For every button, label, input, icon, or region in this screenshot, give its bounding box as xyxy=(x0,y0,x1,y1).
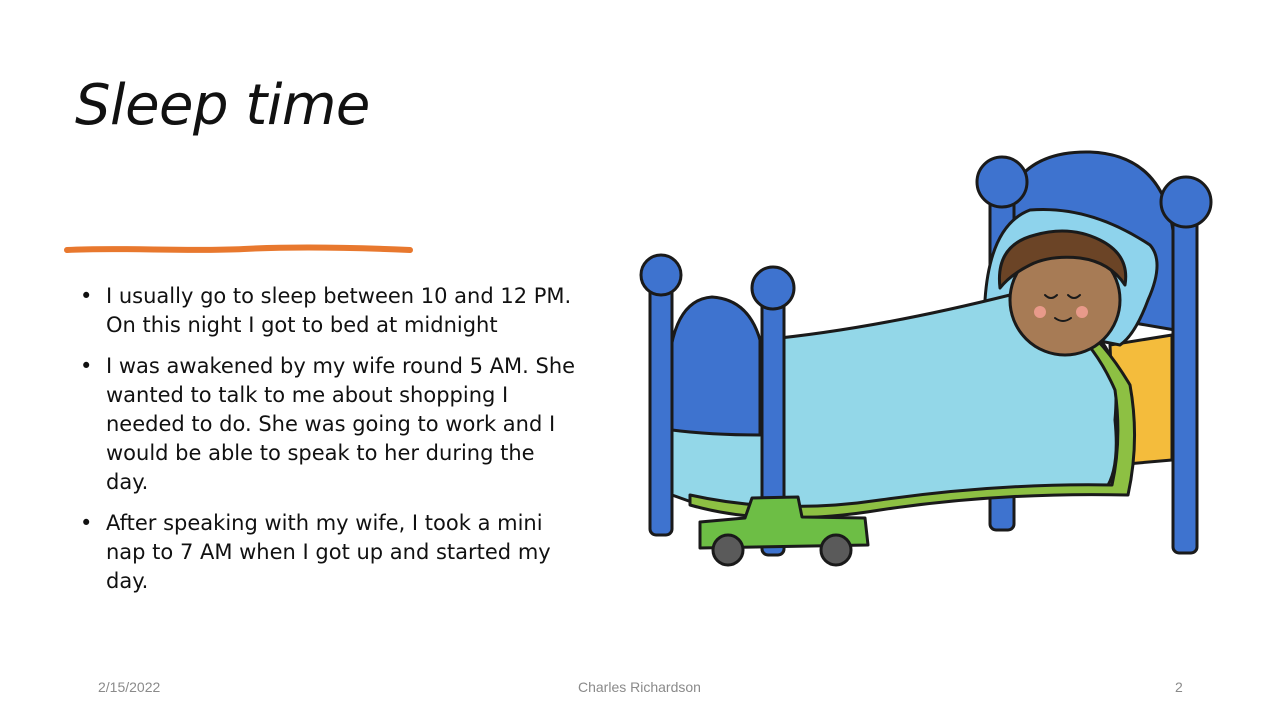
footer-author: Charles Richardson xyxy=(578,679,701,695)
sleeping-boy-in-bed-icon xyxy=(635,145,1220,575)
accent-underline xyxy=(64,242,414,258)
bullet-list xyxy=(80,282,580,608)
bullet-item: • After speaking with my wife, I took a mini nap to 7 AM when I got up and started my day. xyxy=(80,509,580,596)
footer-page-number: 2 xyxy=(1175,679,1183,695)
bullet-item: • I usually go to sleep between 10 and 12 PM. On this night I got to bed at midnight xyxy=(80,282,580,340)
footer-date: 2/15/2022 xyxy=(98,679,161,695)
bullet-item: • I was awakened by my wife round 5 AM. She wanted to talk to me about shopping I needed to do. She was going to work and I would be able to speak to her during the day. xyxy=(80,352,580,497)
slide-title: Sleep time xyxy=(75,73,370,138)
